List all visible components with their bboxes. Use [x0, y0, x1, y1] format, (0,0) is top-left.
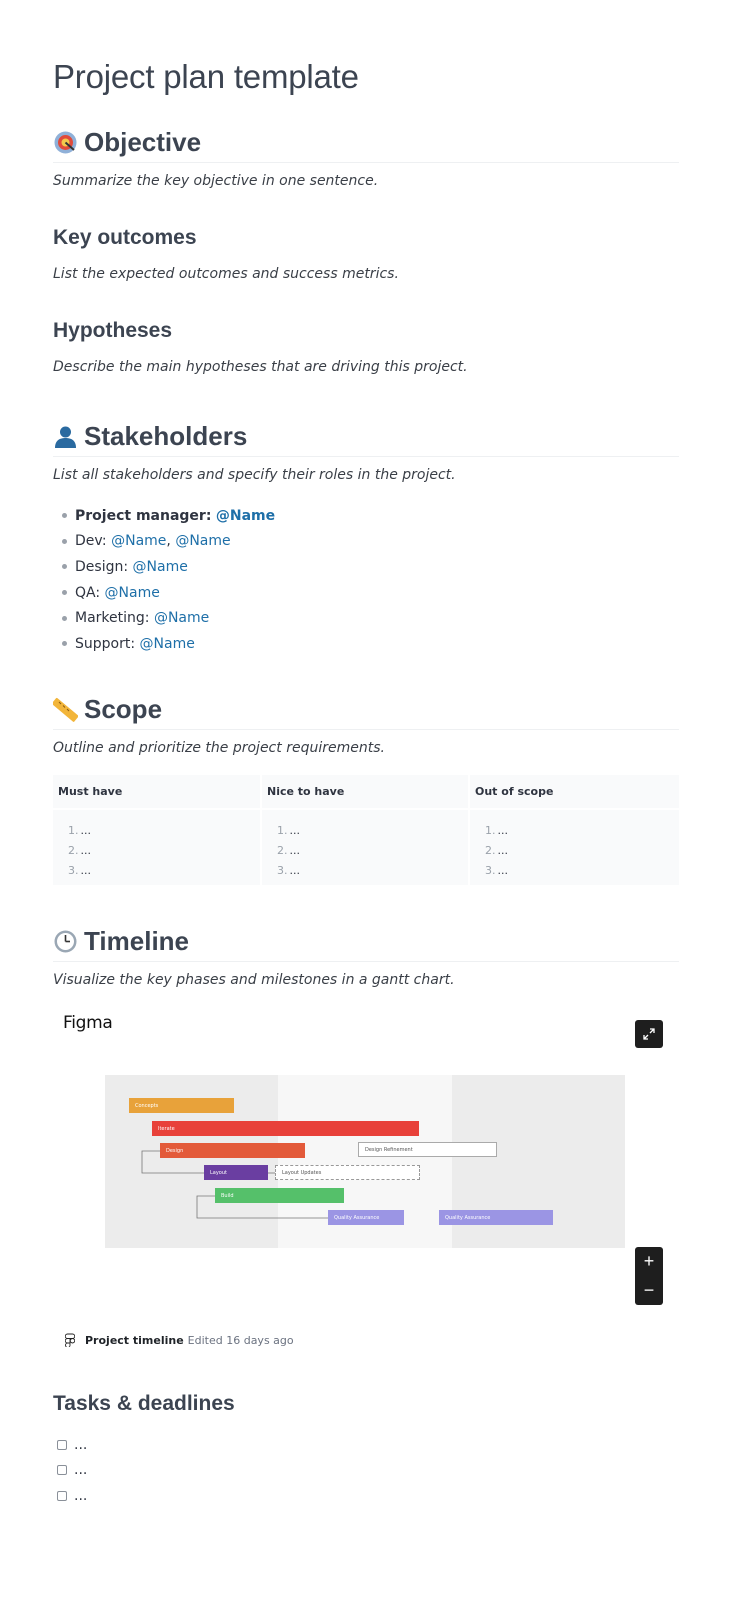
hypotheses-text: Describe the main hypotheses that are driving this project.: [53, 359, 468, 375]
ruler-icon: [53, 697, 78, 722]
objective-text: Summarize the key objective in one sentence.: [53, 173, 379, 189]
key-outcomes-text: List the expected outcomes and success metrics.: [53, 266, 399, 282]
stakeholders-text: List all stakeholders and specify their roles in the project.: [53, 467, 456, 483]
list-item[interactable]: 3. ...: [68, 863, 91, 877]
expand-button[interactable]: [635, 1020, 663, 1048]
gantt-bar[interactable]: Design: [160, 1143, 305, 1158]
scope-column-nice-to-have: [262, 775, 470, 885]
figma-logo: Figma: [63, 1013, 113, 1033]
scope-table: [53, 775, 679, 885]
heading-timeline-label: Timeline: [84, 926, 190, 956]
figma-edited-time: Edited 16 days ago: [187, 1333, 294, 1347]
table-header: Out of scope: [470, 775, 679, 810]
task-checkbox[interactable]: [57, 1465, 67, 1475]
list-item: [61, 631, 275, 657]
numbered-list: [262, 810, 468, 880]
list-item[interactable]: 3. ...: [485, 863, 508, 877]
numbered-list: [470, 810, 679, 880]
list-item[interactable]: 1. ...: [68, 823, 91, 837]
heading-timeline: [53, 926, 679, 957]
task-text[interactable]: ...: [74, 1462, 88, 1479]
list-item: [61, 580, 275, 606]
figma-file-info: [65, 1333, 294, 1347]
table-header: Must have: [53, 775, 260, 810]
heading-objective: [53, 127, 679, 158]
task-checkbox[interactable]: [57, 1440, 67, 1450]
task-text[interactable]: ...: [74, 1487, 88, 1504]
list-item[interactable]: 2. ...: [485, 843, 508, 857]
stakeholder-role: Marketing:: [75, 610, 150, 627]
mention-link[interactable]: @Name: [175, 533, 231, 550]
figma-embed[interactable]: [53, 1008, 679, 1318]
heading-key-outcomes: Key outcomes: [53, 226, 197, 249]
stakeholder-role: QA:: [75, 584, 101, 601]
gantt-canvas[interactable]: [105, 1075, 625, 1248]
gantt-bar[interactable]: Build: [215, 1188, 344, 1203]
gantt-bar[interactable]: Concepts: [129, 1098, 234, 1113]
mention-link[interactable]: @Name: [215, 507, 276, 524]
list-item[interactable]: 1. ...: [485, 823, 508, 837]
timeline-text: Visualize the key phases and milestones in a gantt chart.: [53, 972, 455, 988]
heading-scope: [53, 694, 679, 725]
gantt-bar[interactable]: Iterate: [152, 1121, 419, 1136]
list-item: [61, 503, 275, 529]
list-item: [61, 605, 275, 631]
stakeholder-list: [61, 503, 275, 657]
task-checkbox[interactable]: [57, 1491, 67, 1501]
list-item[interactable]: 3. ...: [277, 863, 300, 877]
zoom-out-button[interactable]: −: [643, 1280, 655, 1300]
task-text[interactable]: ...: [74, 1436, 88, 1453]
zoom-controls: [635, 1247, 663, 1305]
heading-scope-label: Scope: [84, 694, 163, 724]
stakeholder-role: Project manager:: [75, 507, 212, 524]
list-item: Dev: @Name , @Name: [61, 529, 275, 555]
list-item[interactable]: 1. ...: [277, 823, 300, 837]
person-icon: [53, 424, 78, 449]
mention-link[interactable]: @Name: [139, 635, 195, 652]
clock-icon: [53, 929, 78, 954]
target-icon: [53, 130, 78, 155]
list-item[interactable]: 2. ...: [68, 843, 91, 857]
stakeholder-role: Design:: [75, 558, 129, 575]
heading-stakeholders-label: Stakeholders: [84, 421, 248, 451]
page-title: Project plan template: [53, 58, 359, 95]
task-item: [57, 1483, 87, 1509]
heading-objective-label: Objective: [84, 127, 202, 157]
scope-column-must-have: [53, 775, 262, 885]
task-list: [57, 1432, 87, 1509]
mention-link[interactable]: @Name: [153, 610, 210, 627]
gantt-bar[interactable]: Design Refinement: [358, 1142, 497, 1157]
gantt-bar[interactable]: Layout Updates: [275, 1165, 420, 1180]
stakeholder-role: Support:: [75, 635, 136, 652]
list-item[interactable]: 2. ...: [277, 843, 300, 857]
mention-link[interactable]: @Name: [132, 558, 188, 575]
expand-icon: [642, 1027, 656, 1041]
task-item: [57, 1432, 87, 1458]
numbered-list: [53, 810, 260, 880]
stakeholder-role: Dev:: [75, 533, 107, 550]
zoom-in-button[interactable]: +: [643, 1251, 655, 1271]
scope-text: Outline and prioritize the project requirements.: [53, 740, 385, 756]
scope-column-out-of-scope: [470, 775, 679, 885]
mention-link[interactable]: @Name: [111, 533, 167, 550]
list-item: [61, 554, 275, 580]
gantt-bar[interactable]: Quality Assurance: [439, 1210, 553, 1225]
gantt-bar[interactable]: Quality Assurance: [328, 1210, 404, 1225]
task-item: [57, 1458, 87, 1484]
mention-link[interactable]: @Name: [104, 584, 160, 601]
heading-tasks: Tasks & deadlines: [53, 1392, 235, 1415]
table-header: Nice to have: [262, 775, 468, 810]
heading-stakeholders: [53, 421, 679, 452]
heading-hypotheses: Hypotheses: [53, 319, 173, 342]
figma-icon: [65, 1333, 75, 1347]
figma-file-name[interactable]: Project timeline: [85, 1333, 184, 1347]
gantt-bar[interactable]: Layout: [204, 1165, 268, 1180]
